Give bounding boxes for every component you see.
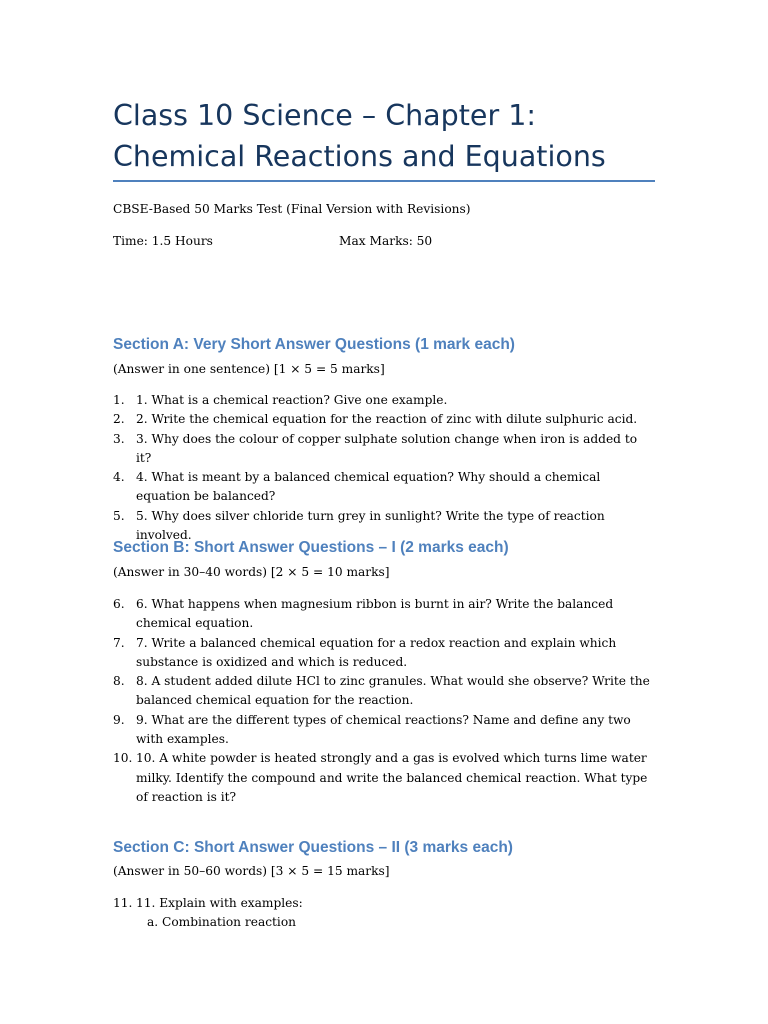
title-divider bbox=[113, 180, 655, 182]
section-a-heading: Section A: Very Short Answer Questions (1 mark each) bbox=[113, 336, 515, 353]
question-text: 2. Write the chemical equation for the reaction of zinc with dilute sulphuric acid. bbox=[136, 412, 638, 427]
question-text: 4. What is meant by a balanced chemical equation? Why should a chemical equation be balanced? bbox=[136, 470, 601, 504]
section-c-instruction: (Answer in 50–60 words) [3 × 5 = 15 marks] bbox=[113, 864, 390, 878]
question-number: 7. bbox=[113, 635, 125, 650]
max-marks-label: Max Marks: 50 bbox=[339, 234, 433, 248]
section-b-heading: Section B: Short Answer Questions – I (2 marks each) bbox=[113, 539, 509, 556]
question-text: 5. Why does silver chloride turn grey in sunlight? Write the type of reaction involved. bbox=[136, 508, 605, 543]
question-number: 11. bbox=[113, 896, 133, 910]
question-item bbox=[0, 595, 656, 634]
question-number: 8. bbox=[113, 674, 125, 689]
question-text: 7. Write a balanced chemical equation for a redox reaction and explain which substance is oxidized and which is reduced. bbox=[136, 635, 617, 669]
question-item bbox=[0, 430, 656, 469]
question-number: 4. bbox=[113, 470, 125, 485]
question-text: 8. A student added dilute HCl to zinc granules. What would she observe? Write the balanced chemical equation for the reaction. bbox=[136, 674, 650, 708]
question-item bbox=[0, 634, 656, 673]
question-text: 6. What happens when magnesium ribbon is burnt in air? Write the balanced chemical equation. bbox=[136, 597, 614, 631]
question-number: 1. bbox=[113, 393, 125, 407]
section-a-instruction: (Answer in one sentence) [1 × 5 = 5 marks] bbox=[113, 362, 385, 376]
question-number: 2. bbox=[113, 412, 125, 427]
question-item bbox=[0, 894, 656, 913]
section-a-questions bbox=[0, 391, 656, 545]
question-item bbox=[0, 468, 656, 507]
question-text: 10. A white powder is heated strongly and a gas is evolved which turns lime water milky. Identify the compound and write the balanced chemical reaction. What type of reaction is it? bbox=[136, 751, 648, 804]
document-title: Class 10 Science – Chapter 1: Chemical Reactions and Equations bbox=[113, 99, 606, 173]
question-text: 3. Why does the colour of copper sulphate solution change when iron is added to it? bbox=[136, 431, 638, 465]
section-c-heading: Section C: Short Answer Questions – II (3 marks each) bbox=[113, 839, 513, 856]
question-item bbox=[0, 391, 656, 410]
question-number: 10. bbox=[113, 751, 133, 766]
question-number: 6. bbox=[113, 597, 125, 611]
question-number: 3. bbox=[113, 431, 125, 446]
sub-item: a. Combination reaction bbox=[147, 915, 297, 929]
time-label: Time: 1.5 Hours bbox=[113, 234, 213, 248]
question-item bbox=[0, 749, 656, 807]
section-b-questions bbox=[0, 595, 656, 807]
question-item bbox=[0, 672, 656, 711]
question-item bbox=[0, 410, 656, 429]
question-text: 1. What is a chemical reaction? Give one example. bbox=[136, 393, 448, 407]
test-subtitle: CBSE-Based 50 Marks Test (Final Version with Revisions) bbox=[113, 202, 471, 216]
question-item bbox=[0, 711, 656, 750]
question-text: 11. Explain with examples: bbox=[136, 896, 303, 910]
question-number: 5. bbox=[113, 508, 125, 523]
question-text: 9. What are the different types of chemical reactions? Name and define any two with examples. bbox=[136, 712, 631, 747]
section-c-questions bbox=[0, 894, 656, 913]
section-b-instruction: (Answer in 30–40 words) [2 × 5 = 10 marks] bbox=[113, 565, 390, 579]
question-number: 9. bbox=[113, 712, 125, 727]
